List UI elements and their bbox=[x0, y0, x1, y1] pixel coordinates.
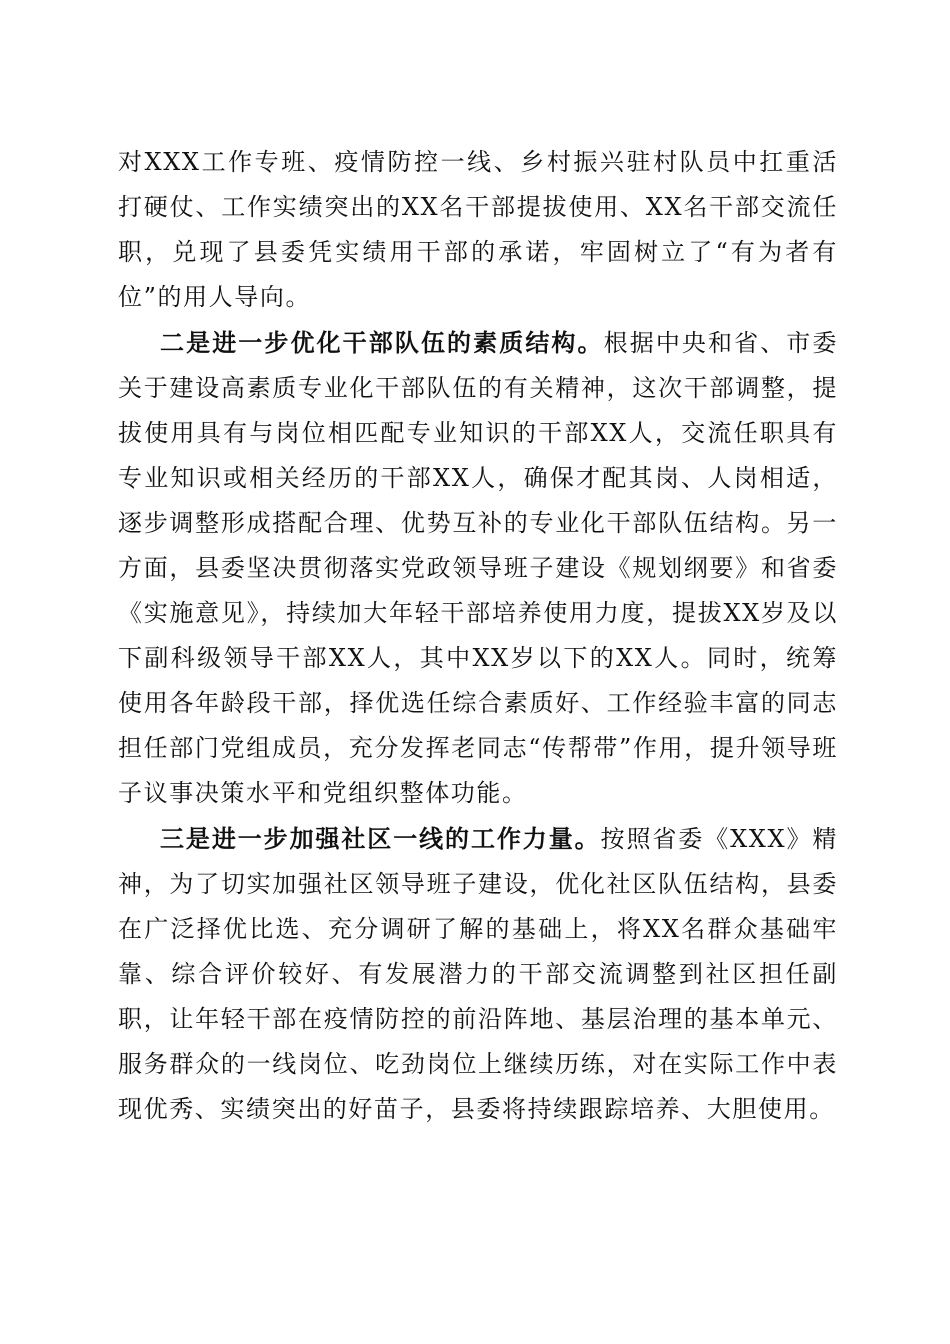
paragraph-3-text: 按照省委《XXX》精神，为了切实加强社区领导班子建设，优化社区队伍结构，县委在广泛择优比选、充分调研了解的基础上，将XX名群众基础牢靠、综合评价较好、有发展潜力的干部交流调整到社区担任副职，让年轻干部在疫情防控的前沿阵地、基层治理的基本单元、服务群众的一线岗位、吃劲岗位上继续历练，对在实际工作中表现优秀、实绩突出的好苗子，县委将持续跟踪培养、大胆使用。 bbox=[118, 825, 839, 1123]
paragraph-community-strength bbox=[118, 816, 838, 1132]
paragraph-2-lead: 二是进一步优化干部队伍的素质结构。 bbox=[160, 328, 604, 357]
document-body bbox=[118, 140, 838, 1132]
paragraph-optimize-structure bbox=[118, 320, 838, 816]
paragraph-continuation bbox=[118, 140, 838, 320]
paragraph-1-text: 对XXX工作专班、疫情防控一线、乡村振兴驻村队员中扛重活打硬仗、工作实绩突出的XX名干部提拔使用、XX名干部交流任职，兑现了县委凭实绩用干部的承诺，牢固树立了“有为者有位”的用人导向。 bbox=[118, 148, 838, 311]
paragraph-2-text: 根据中央和省、市委关于建设高素质专业化干部队伍的有关精神，这次干部调整，提拔使用具有与岗位相匹配专业知识的干部XX人，交流任职具有专业知识或相关经历的干部XX人，确保才配其岗、人岗相适，逐步调整形成搭配合理、优势互补的专业化干部队伍结构。另一方面，县委坚决贯彻落实党政领导班子建设《规划纲要》和省委《实施意见》，持续加大年轻干部培养使用力度，提拔XX岁及以下副科级领导干部XX人，其中XX岁以下的XX人。同时，统筹使用各年龄段干部，择优选任综合素质好、工作经验丰富的同志担任部门党组成员，充分发挥老同志“传帮带”作用，提升领导班子议事决策水平和党组织整体功能。 bbox=[118, 329, 838, 807]
paragraph-3-lead: 三是进一步加强社区一线的工作力量。 bbox=[160, 824, 601, 853]
